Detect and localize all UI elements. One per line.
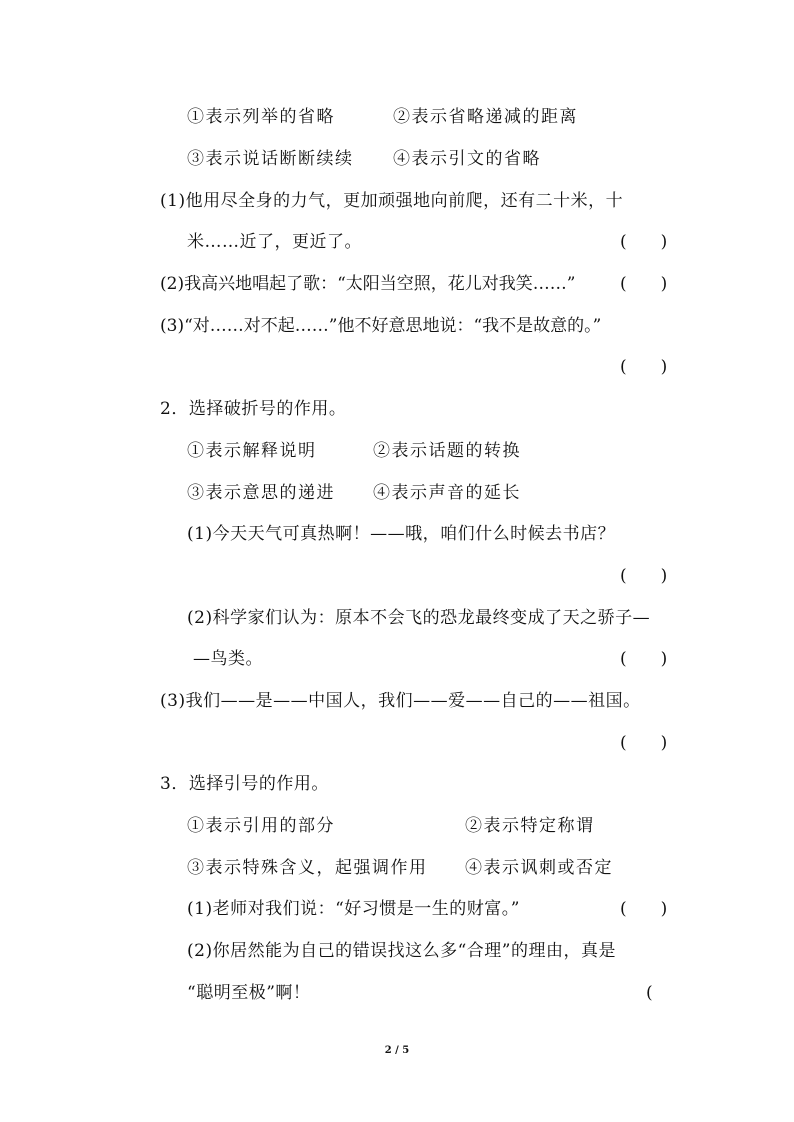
- q3-option-1: ①表示引用的部分: [187, 816, 335, 836]
- q1-option-2: ②表示省略递减的距离: [393, 107, 578, 127]
- q1-item-2: (2)我高兴地唱起了歌：“太阳当空照，花儿对我笑……”: [160, 274, 576, 294]
- q2-item-1: (1)今天天气可真热啊！——哦，咱们什么时候去书店？: [187, 524, 616, 544]
- q1-answer-blank-1[interactable]: ( ): [620, 232, 668, 252]
- q1-item-1-line-2: 米……近了，更近了。: [187, 232, 362, 252]
- q1-item-3: (3)“对……对不起……”他不好意思地说：“我不是故意的。”: [160, 316, 602, 336]
- page-number: 2 / 5: [384, 1045, 410, 1056]
- q3-item-1: (1)老师对我们说：“好习惯是一生的财富。”: [187, 899, 520, 919]
- q2-answer-blank-3[interactable]: ( ): [620, 733, 668, 753]
- q3-answer-blank-2[interactable]: (: [646, 983, 653, 1003]
- q1-option-4: ④表示引文的省略: [393, 149, 541, 169]
- q2-item-2-line-2: —鸟类。: [193, 649, 263, 669]
- q3-item-2-line-2: “聪明至极”啊！: [187, 983, 311, 1003]
- q2-item-2-line-1: (2)科学家们认为：原本不会飞的恐龙最终变成了天之骄子—: [187, 608, 651, 628]
- q2-answer-blank-1[interactable]: ( ): [620, 566, 668, 586]
- q1-item-1-line-1: (1)他用尽全身的力气，更加顽强地向前爬，还有二十米，十: [160, 191, 624, 211]
- q1-answer-blank-2[interactable]: ( ): [620, 274, 668, 294]
- q3-option-2: ②表示特定称谓: [465, 816, 595, 836]
- q3-heading: 3．选择引号的作用。: [160, 774, 329, 794]
- q2-option-2: ②表示话题的转换: [373, 441, 521, 461]
- q3-option-3: ③表示特殊含义，起强调作用: [187, 858, 428, 878]
- q2-option-1: ①表示解释说明: [187, 441, 317, 461]
- q1-option-3: ③表示说话断断续续: [187, 149, 354, 169]
- q3-item-2-line-1: (2)你居然能为自己的错误找这么多“合理”的理由，真是: [187, 941, 616, 961]
- q2-option-3: ③表示意思的递进: [187, 483, 335, 503]
- q2-item-3: (3)我们——是——中国人，我们——爱——自己的——祖国。: [160, 691, 641, 711]
- q1-option-1: ①表示列举的省略: [187, 107, 335, 127]
- q3-option-4: ④表示讽刺或否定: [465, 858, 613, 878]
- q2-answer-blank-2[interactable]: ( ): [620, 649, 668, 669]
- q1-answer-blank-3[interactable]: ( ): [620, 357, 668, 377]
- q2-heading: 2．选择破折号的作用。: [160, 399, 347, 419]
- q3-answer-blank-1[interactable]: ( ): [620, 899, 668, 919]
- q2-option-4: ④表示声音的延长: [373, 483, 521, 503]
